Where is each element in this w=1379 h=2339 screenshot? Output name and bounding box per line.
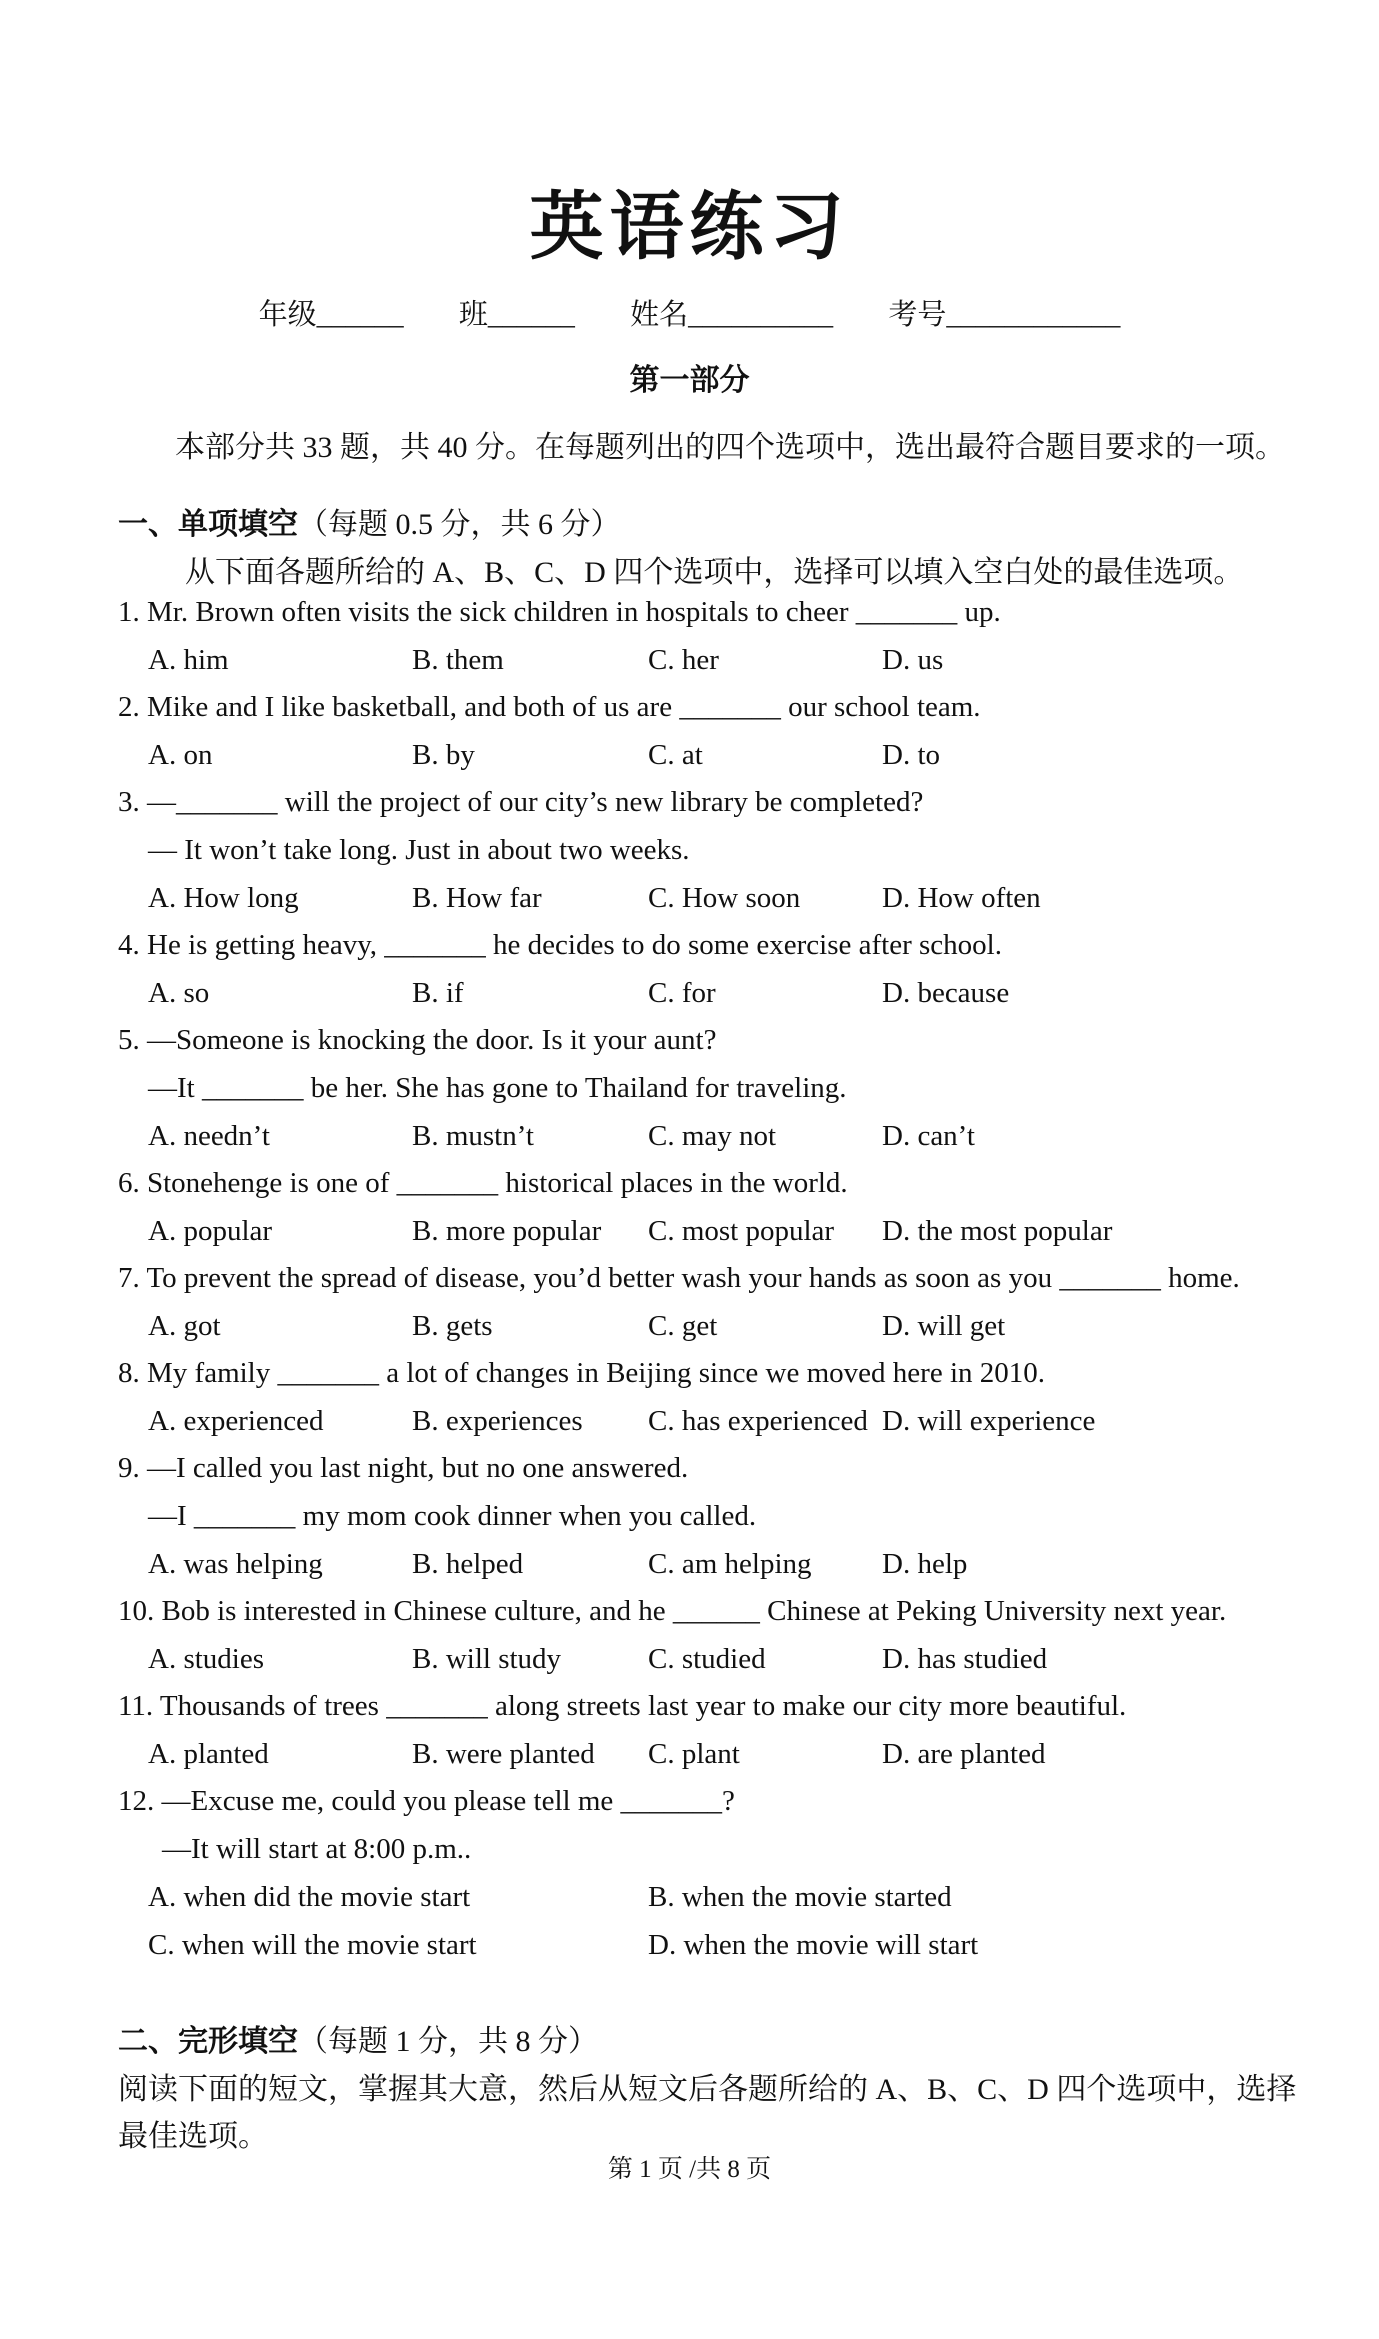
- question-3-option-b: B. How far: [412, 882, 542, 914]
- question-11-stem: 11. Thousands of trees _______ along streets last year to make our city more beautiful.: [118, 1690, 1127, 1722]
- question-7-option-c: C. get: [648, 1310, 718, 1342]
- section2-heading: [118, 2016, 598, 2060]
- question-3-option-a: A. How long: [148, 882, 299, 914]
- question-11-option-c: C. plant: [648, 1738, 740, 1770]
- question-8-option-a: A. experienced: [148, 1405, 324, 1437]
- question-4-option-c: C. for: [648, 977, 716, 1009]
- question-1-option-d: D. us: [882, 644, 944, 676]
- question-6-stem: 6. Stonehenge is one of _______ historical places in the world.: [118, 1167, 848, 1199]
- question-11-option-b: B. were planted: [412, 1738, 595, 1770]
- question-1-option-b: B. them: [412, 644, 504, 676]
- part-heading: 第一部分: [629, 364, 750, 397]
- question-3-reply: — It won’t take long. Just in about two weeks.: [148, 834, 690, 866]
- question-2-stem: 2. Mike and I like basketball, and both of us are _______ our school team.: [118, 691, 981, 723]
- question-5-option-d: D. can’t: [882, 1120, 975, 1152]
- section1-title: 一、单项填空: [118, 508, 298, 541]
- question-5-stem: 5. —Someone is knocking the door. Is it your aunt?: [118, 1024, 717, 1056]
- question-6-option-a: A. popular: [148, 1215, 273, 1247]
- question-2-option-a: A. on: [148, 739, 213, 771]
- question-8-option-b: B. experiences: [412, 1405, 583, 1437]
- question-8-stem: 8. My family _______ a lot of changes in Beijing since we moved here in 2010.: [118, 1357, 1046, 1389]
- question-12-option-a: A. when did the movie start: [148, 1881, 471, 1913]
- section2-title: 二、完形填空: [118, 2025, 298, 2058]
- question-2-option-b: B. by: [412, 739, 475, 771]
- question-10-option-a: A. studies: [148, 1643, 264, 1675]
- question-3-option-d: D. How often: [882, 882, 1041, 914]
- question-4-option-d: D. because: [882, 977, 1010, 1009]
- question-9-option-c: C. am helping: [648, 1548, 812, 1580]
- question-4-stem: 4. He is getting heavy, _______ he decides to do some exercise after school.: [118, 929, 1002, 961]
- question-10-option-c: C. studied: [648, 1643, 766, 1675]
- question-7-stem: 7. To prevent the spread of disease, you’d better wash your hands as soon as you _______ home.: [118, 1262, 1240, 1294]
- question-5-option-a: A. needn’t: [148, 1120, 270, 1152]
- question-1-option-a: A. him: [148, 644, 229, 676]
- section2-points: （每题 1 分，共 8 分）: [298, 2025, 598, 2058]
- question-9-reply: —I _______ my mom cook dinner when you called.: [148, 1500, 757, 1532]
- question-6-option-b: B. more popular: [412, 1215, 602, 1247]
- name-field: 姓名__________: [630, 299, 834, 331]
- part-intro: 本部分共 33 题，共 40 分。在每题列出的四个选项中，选出最符合题目要求的一项。: [175, 431, 1285, 464]
- question-5-reply: —It _______ be her. She has gone to Thailand for traveling.: [148, 1072, 847, 1104]
- question-4-option-b: B. if: [412, 977, 464, 1009]
- question-1-option-c: C. her: [648, 644, 719, 676]
- section1-heading: [118, 499, 621, 543]
- question-7-option-d: D. will get: [882, 1310, 1006, 1342]
- question-7-option-a: A. got: [148, 1310, 221, 1342]
- question-1-stem: 1. Mr. Brown often visits the sick children in hospitals to cheer _______ up.: [118, 596, 1001, 628]
- question-8-option-c: C. has experienced: [648, 1405, 868, 1437]
- question-2-option-c: C. at: [648, 739, 703, 771]
- section2-instruction-line-1: 阅读下面的短文，掌握其大意，然后从短文后各题所给的 A、B、C、D 四个选项中，选择: [118, 2073, 1297, 2106]
- exam-number-field: 考号____________: [888, 299, 1121, 331]
- student-info-line: [0, 292, 1379, 333]
- question-3-option-c: C. How soon: [648, 882, 801, 914]
- question-12-option-d: D. when the movie will start: [648, 1929, 979, 1961]
- section1-instruction: 从下面各题所给的 A、B、C、D 四个选项中，选择可以填入空白处的最佳选项。: [185, 556, 1244, 589]
- question-2-option-d: D. to: [882, 739, 940, 771]
- question-11-option-a: A. planted: [148, 1738, 269, 1770]
- section2-instruction-line-2: 最佳选项。: [118, 2120, 268, 2153]
- question-10-option-d: D. has studied: [882, 1643, 1048, 1675]
- question-10-option-b: B. will study: [412, 1643, 562, 1675]
- question-12-option-b: B. when the movie started: [648, 1881, 952, 1913]
- question-9-option-d: D. help: [882, 1548, 968, 1580]
- question-5-option-c: C. may not: [648, 1120, 777, 1152]
- question-10-stem: 10. Bob is interested in Chinese culture, and he ______ Chinese at Peking University next year.: [118, 1595, 1227, 1627]
- question-6-option-d: D. the most popular: [882, 1215, 1113, 1247]
- page-footer: 第 1 页 /共 8 页: [607, 2156, 772, 2183]
- section1-points: （每题 0.5 分，共 6 分）: [298, 508, 621, 541]
- question-3-stem: 3. —_______ will the project of our city’s new library be completed?: [118, 786, 924, 818]
- question-7-option-b: B. gets: [412, 1310, 493, 1342]
- question-9-option-a: A. was helping: [148, 1548, 323, 1580]
- question-12-reply: —It will start at 8:00 p.m..: [162, 1833, 472, 1865]
- page-title: 英语练习: [529, 187, 850, 269]
- question-5-option-b: B. mustn’t: [412, 1120, 534, 1152]
- question-6-option-c: C. most popular: [648, 1215, 835, 1247]
- question-12-stem: 12. —Excuse me, could you please tell me _______?: [118, 1785, 735, 1817]
- question-8-option-d: D. will experience: [882, 1405, 1096, 1437]
- grade-field: 年级______: [258, 299, 404, 331]
- question-9-stem: 9. —I called you last night, but no one answered.: [118, 1452, 689, 1484]
- question-9-option-b: B. helped: [412, 1548, 524, 1580]
- question-11-option-d: D. are planted: [882, 1738, 1046, 1770]
- question-12-option-c: C. when will the movie start: [148, 1929, 477, 1961]
- class-field: 班______: [458, 299, 575, 331]
- question-4-option-a: A. so: [148, 977, 210, 1009]
